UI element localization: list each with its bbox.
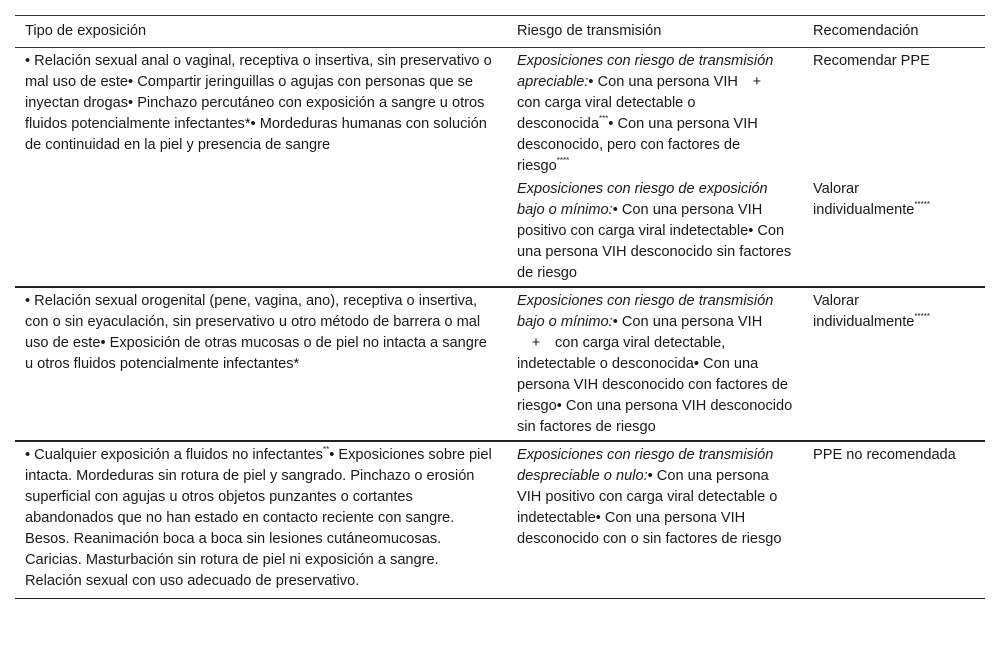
exposure-cell — [15, 287, 507, 441]
footnote-mark: **** — [556, 156, 570, 165]
risk-text: con carga viral detectable, indetectable o desconocida• Con una persona VIH desconocido con factores de riesgo• Con una persona VIH desconocido sin factores de riesgo — [517, 335, 793, 435]
table-row — [15, 48, 985, 180]
recommendation-cell — [803, 179, 985, 287]
header-row — [15, 16, 985, 48]
exposure-text: • Relación sexual orogenital (pene, vagina, ano), receptiva o insertiva, con o sin eyaculación, sin preservativo u otro método de barrera o mal uso de este• Exposición de otras mucosas o de piel no intacta a sangre u otros fluidos potencialmente infectantes — [25, 293, 487, 372]
exposure-cell — [15, 48, 507, 288]
recommendation-text: PPE no recomendada — [813, 447, 956, 463]
footnote-mark: * — [293, 356, 300, 372]
footnote-mark: *** — [598, 114, 609, 123]
risk-text: • Con una persona VIH positivo con carga viral detectable o indetectable• Con una persona VIH desconocido con o sin factores de riesgo — [517, 468, 782, 547]
exposure-text: • Cualquier exposición a fluidos no infectantes — [25, 447, 323, 463]
recommendation-cell — [803, 48, 985, 180]
table-row — [15, 287, 985, 441]
footnote-mark: ** — [322, 445, 330, 454]
header-transmission-risk: Riesgo de transmisión — [507, 16, 803, 48]
risk-text: • Con una persona VIH — [612, 314, 763, 330]
risk-text: • Con una persona VIH — [588, 74, 738, 90]
recommendation-cell — [803, 441, 985, 599]
exposure-text: • Relación sexual anal o vaginal, receptiva o insertiva, sin preservativo o mal uso de este• Compartir jeringuillas o agujas con personas que se inyectan drogas• Pinchazo percutáneo con exposición a sangre u otros fluidos potencialmente infectantes — [25, 53, 492, 132]
risk-title: Exposiciones con riesgo de transmisión bajo o mínimo: — [517, 293, 774, 330]
exposure-text: • Mordeduras humanas con solución de continuidad en la piel y presencia de sangre — [25, 116, 487, 153]
risk-text: con carga viral detectable o desconocida — [517, 95, 696, 132]
risk-cell — [507, 179, 803, 287]
header-recommendation: Recomendación — [803, 16, 985, 48]
header-exposure-type: Tipo de exposición — [15, 16, 507, 48]
exposure-cell — [15, 441, 507, 599]
footnote-mark: ***** — [914, 312, 930, 321]
recommendation-text: Valorar individualmente — [813, 181, 915, 218]
risk-title: Exposiciones con riesgo de transmisión apreciable: — [517, 53, 774, 90]
risk-cell — [507, 287, 803, 441]
risk-cell — [507, 441, 803, 599]
risk-text: • Con una persona VIH desconocido, pero con factores de riesgo — [517, 116, 758, 174]
risk-cell — [507, 48, 803, 180]
recommendation-text: Valorar individualmente — [813, 293, 915, 330]
risk-title: Exposiciones con riesgo de transmisión despreciable o nulo: — [517, 447, 774, 484]
recommendation-text: Recomendar PPE — [813, 53, 930, 69]
hiv-positive-sign: + — [752, 74, 762, 90]
risk-text: • Con una persona VIH positivo con carga viral indetectable• Con una persona VIH desconocido sin factores de riesgo — [517, 202, 792, 281]
ppe-recommendation-table — [15, 15, 985, 599]
recommendation-cell — [803, 287, 985, 441]
footnote-mark: * — [244, 116, 251, 132]
footnote-mark: ***** — [914, 200, 930, 209]
table-row — [15, 441, 985, 599]
hiv-positive-sign: + — [531, 335, 541, 351]
risk-title: Exposiciones con riesgo de exposición bajo o mínimo: — [517, 181, 768, 218]
exposure-text: • Exposiciones sobre piel intacta. Mordeduras sin rotura de piel y sangrado. Pinchazo o erosión superficial con agujas u otros objetos punzantes o cortantes abandonados que no han estado en contacto reciente con sangre. Besos. Reanimación boca a boca sin lesiones cutáneomucosas. Caricias. Masturbación sin rotura de piel ni exposición a sangre. Relación sexual con uso adecuado de preservativo. — [25, 447, 492, 589]
